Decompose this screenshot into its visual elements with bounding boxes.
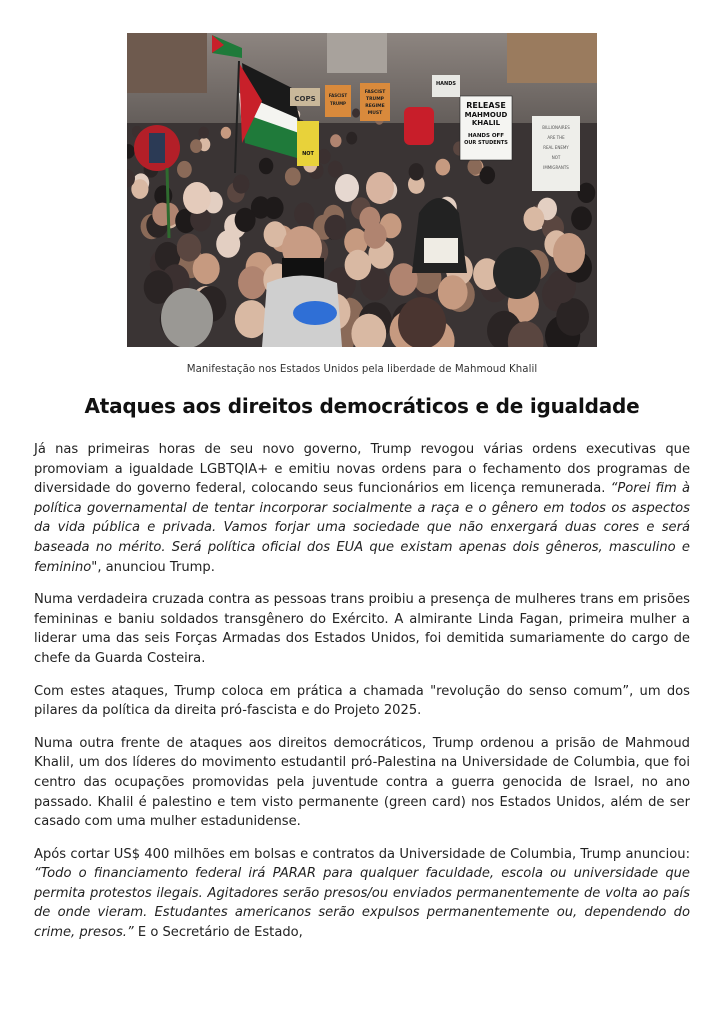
sign-hands [432, 75, 460, 97]
article-heading: Ataques aos direitos democráticos e de igualdade [84, 394, 640, 418]
article-body [34, 440, 690, 956]
article-paragraph [34, 590, 690, 668]
svg-text:NOT: NOT [302, 151, 314, 157]
svg-text:MUST: MUST [367, 111, 383, 116]
protest-photo-illustration [127, 33, 597, 347]
crowd-head [190, 139, 202, 153]
crowd-head [345, 250, 372, 280]
quote-text: “Porei fim à política governamental de tentar incorporar socialmente a raça e o gênero em todos os aspectos da vida pública e privada. Vamos forjar uma sociedade que não enxergará duas cores e será baseada no mérito. Será política oficial dos EUA que existam apenas dois gêneros, masculino e feminino" [34, 481, 690, 575]
sign-red-round [404, 107, 434, 145]
article-paragraph [34, 734, 690, 832]
crowd-head [235, 300, 268, 338]
crowd-head [199, 127, 209, 139]
svg-text:HANDS: HANDS [436, 81, 456, 87]
crowd-head [177, 161, 192, 178]
quote-text: “Todo o financiamento federal irá PARAR para qualquer faculdade, escola ou universidade que permita protestos ilegais. Agitadores serão presos/ou enviados permanentemente de volta ao país de onde vieram. Estudantes americanos serão expulsos permanentemente ou, dependendo do crime, presos.” [34, 866, 690, 941]
crowd-head [221, 127, 231, 139]
crowd-head [317, 149, 330, 164]
sign-cops [290, 88, 320, 106]
crowd-head [409, 163, 424, 180]
svg-text:OUR STUDENTS: OUR STUDENTS [464, 140, 508, 146]
crowd-head [328, 161, 343, 178]
photo-caption: Manifestação nos Estados Unidos pela liberdade de Mahmoud Khalil [186, 364, 538, 375]
svg-text:IMMIGRANTS: IMMIGRANTS [543, 165, 569, 170]
crowd-head [324, 215, 346, 240]
crowd-head [233, 174, 250, 193]
crowd-head [264, 197, 284, 219]
paragraph-text: Já nas primeiras horas de seu novo governo, Trump revogou várias ordens executivas que promoviam a igualdade LGBTQIA+ e emitiu novas ordens para o fechamento dos programas de diversidade do governo federal, colocando seus funcionários em licença remunerada. [34, 442, 690, 497]
crowd-head [571, 206, 592, 230]
svg-text:HANDS OFF: HANDS OFF [467, 133, 505, 139]
crowd-head [480, 166, 496, 184]
paragraph-text: Numa outra frente de ataques aos direitos democráticos, Trump ordenou a prisão de Mahmoud Khalil, um dos líderes do movimento estudantil pró-Palestina na Universidade de Columbia, que foi centro das ocupações promovidas pela juventude contra a guerra genocida de Israel, no ano passado. Khalil é palestino e tem visto permanente (green card) nos Estados Unidos, além de ser casado com uma mulher estadunidense. [34, 735, 690, 830]
crowd-head [294, 202, 314, 225]
crowd-head [330, 134, 341, 147]
crowd-head [359, 207, 380, 231]
svg-text:ARE THE: ARE THE [547, 135, 565, 140]
crowd-head [285, 168, 301, 186]
svg-text:BILLIONAIRES: BILLIONAIRES [542, 125, 570, 130]
crowd-head [436, 159, 451, 176]
svg-text:COPS: COPS [294, 95, 316, 103]
svg-text:REGIME: REGIME [365, 104, 385, 109]
building-right [507, 33, 597, 83]
svg-text:MAHMOUD: MAHMOUD [464, 111, 508, 119]
article-paragraph [34, 682, 690, 721]
article-paragraph [34, 440, 690, 577]
svg-text:RELEASE: RELEASE [466, 101, 506, 110]
svg-text:NOT: NOT [551, 155, 561, 160]
crowd-head [556, 298, 589, 336]
crowd-head [524, 207, 545, 231]
svg-text:FASCIST: FASCIST [328, 93, 348, 98]
crowd-head [438, 275, 468, 309]
paragraph-text: Numa verdadeira cruzada contra as pessoas trans proibiu a presença de mulheres trans em prisões femininas e baniu soldados transgênero do Exército. A almirante Linda Fagan, primeira mulher a liderar uma das seis Forças Armadas dos Estados Unidos, foi demitida sumariamente do cargo de chefe da Guarda Costeira. [34, 592, 690, 666]
sign-yellow [297, 121, 319, 166]
building-left [127, 33, 207, 93]
protest-photo [127, 33, 597, 347]
crowd-head [352, 108, 360, 117]
svg-text:FASCIST: FASCIST [364, 90, 386, 95]
article-paragraph [34, 845, 690, 943]
svg-text:REAL ENEMY: REAL ENEMY [543, 145, 569, 150]
sign-release-mahmoud-khalil [460, 96, 512, 160]
paragraph-text: Com estes ataques, Trump coloca em prática a chamada "revolução do senso comum”, um dos pilares da política da direita pró-fascista e do Projeto 2025. [34, 683, 690, 719]
crowd-head [216, 230, 240, 258]
building-center [327, 33, 387, 73]
svg-text:KHALIL: KHALIL [471, 119, 501, 127]
svg-text:TRUMP: TRUMP [330, 101, 346, 106]
crowd-head [235, 208, 256, 232]
crowd-head [346, 132, 357, 145]
paragraph-text: , anunciou Trump. [97, 559, 215, 575]
crowd-head [578, 183, 596, 203]
paragraph-text: Após cortar US$ 400 milhões em bolsas e contratos da Universidade de Columbia, Trump anunciou: [34, 846, 690, 862]
crowd-head [259, 158, 273, 175]
svg-text:TRUMP: TRUMP [366, 97, 384, 102]
crowd-head [177, 234, 201, 262]
crowd-head [238, 266, 267, 299]
sign-billionaires [532, 116, 580, 191]
paragraph-text: E o Secretário de Estado, [133, 925, 303, 941]
crowd-head [468, 158, 483, 175]
